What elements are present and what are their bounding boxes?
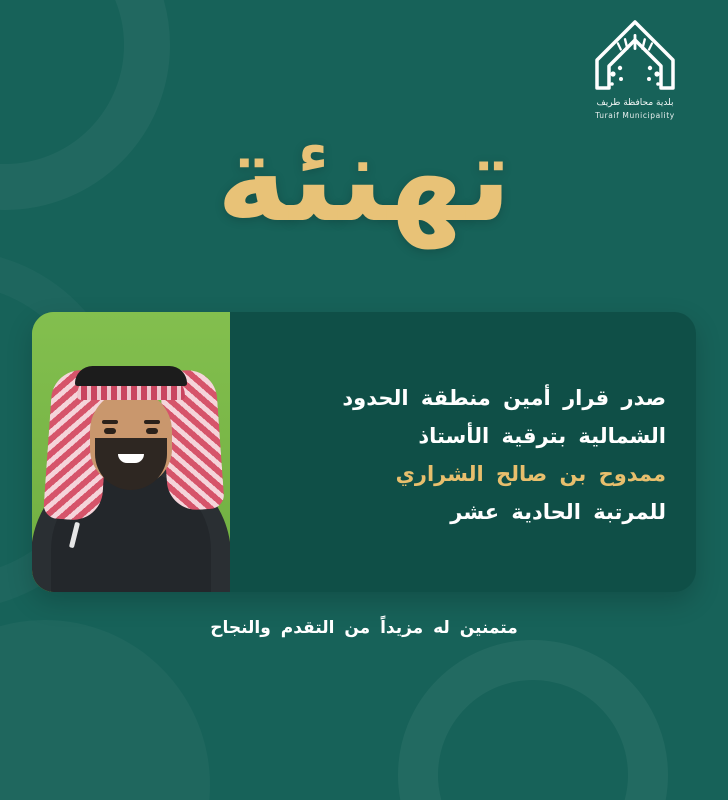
municipality-logo	[570, 18, 700, 120]
announcement-line-2: الشمالية بترقية الأستاذ	[418, 423, 666, 448]
decorative-blob-bottom-left	[0, 620, 210, 800]
turaif-municipality-logo-icon	[591, 18, 679, 92]
logo-english-name: Turaif Municipality	[595, 110, 675, 120]
announcement-line-4: للمرتبة الحادية عشر	[450, 500, 666, 525]
announcement-card	[32, 312, 696, 592]
portrait-igal	[75, 366, 187, 386]
honoree-portrait	[32, 312, 230, 592]
portrait-eye-right	[146, 428, 158, 434]
logo-arabic-name: بلدية محافظة طريف	[596, 98, 674, 108]
announcement-text	[230, 312, 696, 592]
honoree-name: ممدوح بن صالح الشراري	[395, 462, 666, 486]
portrait-eyebrow-right	[144, 420, 160, 424]
footer-wishes: متمنين له مزيداً من التقدم والنجاح	[210, 618, 518, 638]
headline-tahniah: تهنئة	[216, 110, 512, 249]
decorative-ring-bottom-right	[398, 640, 668, 800]
portrait-eyebrow-left	[102, 420, 118, 424]
portrait-eye-left	[104, 428, 116, 434]
announcement-line-1: صدر قرار أمين منطقة الحدود	[342, 385, 666, 410]
